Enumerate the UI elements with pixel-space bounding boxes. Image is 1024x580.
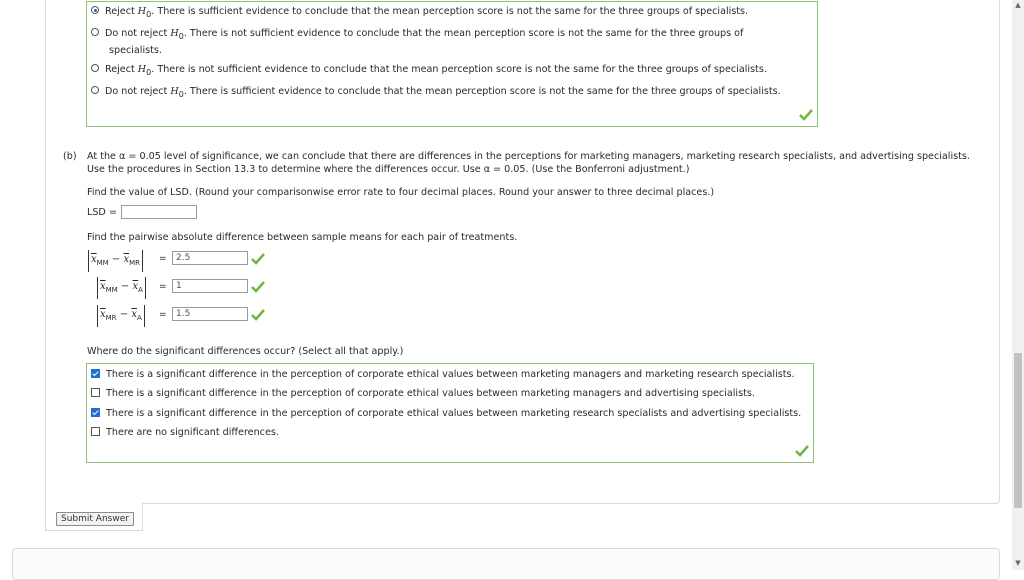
- option-not-reject-not-sufficient[interactable]: Do not reject $H_0$. There is not sufficient evidence to conclude that the mean perception score is not the same for the three groups of specialists.: [91, 27, 781, 58]
- checkbox-mr-a[interactable]: There is a significant difference in the perception of corporate ethical values between marketing research specialists and advertising specialists.: [91, 407, 801, 421]
- abs-diff-mm-a-input[interactable]: 1: [172, 279, 248, 293]
- checkbox-mm-mr[interactable]: There is a significant difference in the perception of corporate ethical values between marketing managers and marketing research specialists.: [91, 368, 795, 382]
- checkbox[interactable]: [91, 369, 100, 378]
- abs-diff-mr-a: $\overline{x}_{MR} - \overline{x}_A$: [97, 305, 145, 327]
- part-b-label: (b): [63, 151, 77, 162]
- equals-sign: =: [159, 254, 167, 264]
- equals-sign: =: [159, 282, 167, 292]
- lsd-label: LSD =: [87, 207, 117, 218]
- submit-answer-button[interactable]: Submit Answer: [56, 512, 134, 526]
- scroll-down-arrow-icon[interactable]: ▼: [1015, 559, 1021, 567]
- abs-diff-mm-mr: $\overline{x}_{MM} - \overline{x}_{MR}$: [88, 250, 143, 272]
- abs-diff-mm-a: $\overline{x}_{MM} - \overline{x}_A$: [97, 277, 146, 299]
- option-reject-sufficient[interactable]: Reject $H_0$. There is sufficient evidence to conclude that the mean perception score is not the same for the three groups of specialists.: [91, 5, 748, 22]
- option-not-reject-sufficient[interactable]: Do not reject $H_0$. There is sufficient evidence to conclude that the mean perception score is not the same for the three groups of specialists.: [91, 85, 781, 102]
- radio-button[interactable]: [91, 28, 99, 36]
- correct-check-icon: [251, 253, 265, 265]
- radio-button[interactable]: [91, 86, 99, 94]
- correct-check-icon: [795, 445, 809, 457]
- radio-button[interactable]: [91, 6, 99, 14]
- checkbox[interactable]: [91, 408, 100, 417]
- scroll-up-arrow-icon[interactable]: ▲: [1015, 1, 1021, 9]
- correct-check-icon: [251, 281, 265, 293]
- option-reject-not-sufficient[interactable]: Reject $H_0$. There is not sufficient evidence to conclude that the mean perception score is not the same for the three groups of specialists.: [91, 63, 767, 80]
- vertical-scrollbar[interactable]: [1012, 0, 1024, 570]
- abs-diff-mm-mr-input[interactable]: 2.5: [172, 251, 248, 265]
- question-card: [45, 0, 1000, 504]
- radio-button[interactable]: [91, 64, 99, 72]
- correct-check-icon: [251, 309, 265, 321]
- abs-diff-mr-a-input[interactable]: 1.5: [172, 307, 248, 321]
- next-question-card: [12, 548, 1000, 580]
- lsd-input[interactable]: [121, 205, 197, 219]
- correct-check-icon: [799, 109, 813, 121]
- part-b-intro-line2: Use the procedures in Section 13.3 to determine where the differences occur. Use α = 0.05. (Use the Bonferroni adjustment.): [87, 164, 690, 175]
- significant-answer-box: [86, 363, 814, 463]
- part-a-answer-box: [86, 1, 818, 127]
- checkbox[interactable]: [91, 388, 100, 397]
- lsd-prompt: Find the value of LSD. (Round your comparisonwise error rate to four decimal places. Round your answer to three decimal places.): [87, 187, 715, 198]
- checkbox-none[interactable]: There are no significant differences.: [91, 426, 279, 440]
- pairwise-prompt: Find the pairwise absolute difference between sample means for each pair of treatments.: [87, 232, 518, 243]
- scrollbar-thumb[interactable]: [1014, 353, 1022, 508]
- significant-prompt: Where do the significant differences occur? (Select all that apply.): [87, 346, 404, 357]
- checkbox[interactable]: [91, 427, 100, 436]
- checkbox-mm-a[interactable]: There is a significant difference in the perception of corporate ethical values between marketing managers and advertising specialists.: [91, 387, 755, 401]
- equals-sign: =: [159, 310, 167, 320]
- part-b-intro-line1: At the α = 0.05 level of significance, we can conclude that there are differences in the perceptions for marketing managers, marketing research specialists, and advertising specialists.: [87, 151, 970, 162]
